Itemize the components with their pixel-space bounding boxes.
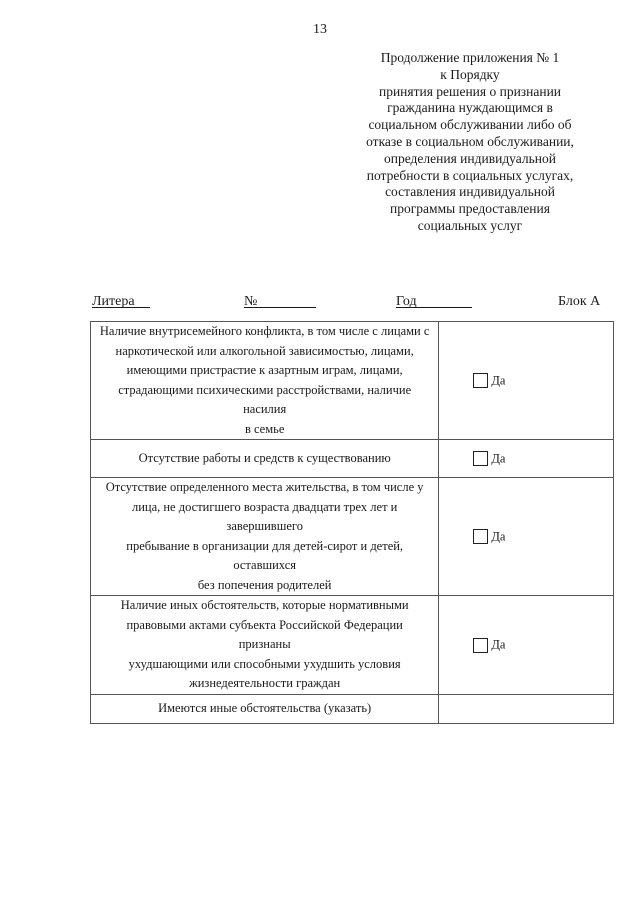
criterion-line: лица, не достигшего возраста двадцати трех лет и завершившего: [131, 499, 398, 533]
number-blank[interactable]: [244, 294, 316, 308]
table-row: [91, 440, 614, 478]
yes-checkbox[interactable]: [473, 638, 488, 653]
checkbox-cell: [439, 322, 614, 440]
appendix-line: принятия решения о признании: [378, 83, 562, 99]
appendix-line: к Порядку: [440, 66, 500, 82]
table-row: [91, 322, 614, 440]
yes-label: Да: [491, 373, 506, 388]
criterion-line: Наличие иных обстоятельств, которые нормативными: [120, 598, 409, 612]
appendix-line: определения индивидуальной: [384, 150, 556, 166]
page-number: 13: [313, 22, 327, 37]
appendix-line: социальном обслуживании либо об: [368, 117, 572, 133]
table-row: [91, 478, 614, 596]
criterion-line: без попечения родителей: [197, 577, 332, 592]
criterion-line: имеющими пристрастие к азартным играм, лицами,: [126, 363, 403, 377]
criterion-text: [91, 440, 439, 478]
number-label: №: [244, 294, 258, 309]
criterion-text: [91, 322, 439, 440]
appendix-line: программы предоставления: [390, 201, 550, 217]
checkbox-cell: [439, 478, 614, 596]
criterion-line: правовыми актами субъекта Российской Федерации признаны: [126, 617, 403, 651]
criterion-line: Наличие внутрисемейного конфликта, в том числе с лицами с: [99, 324, 430, 338]
yes-label: Да: [491, 637, 506, 652]
litera-label: Литера: [92, 294, 135, 309]
yes-checkbox[interactable]: [473, 451, 488, 466]
criterion-line: Отсутствие работы и средств к существованию: [138, 450, 391, 465]
form-fields-row: [92, 294, 612, 314]
table-row: [91, 596, 614, 695]
criterion-line: Имеются иные обстоятельства (указать): [158, 700, 372, 715]
checkbox-cell: [439, 440, 614, 478]
checkbox-cell: [439, 596, 614, 695]
criterion-text: [91, 694, 439, 723]
criterion-line: страдающими психическими расстройствами, наличие насилия: [118, 382, 412, 416]
criterion-line: ухудшающими или способными ухудшить условия: [128, 656, 401, 671]
litera-blank[interactable]: [92, 294, 150, 308]
criteria-table: [90, 321, 614, 724]
criterion-line: в семье: [244, 421, 285, 436]
criterion-line: жизнедеятельности граждан: [189, 676, 341, 690]
block-label: Блок А: [558, 294, 601, 309]
appendix-line: отказе в социальном обслуживании,: [366, 133, 574, 149]
criterion-line: пребывание в организации для детей-сирот и детей, оставшихся: [126, 538, 404, 572]
criterion-line: наркотической или алкогольной зависимостью, лицами,: [115, 343, 414, 358]
year-label: Год: [396, 294, 417, 309]
yes-label: Да: [491, 529, 506, 544]
appendix-line: Продолжение приложения № 1: [380, 50, 560, 65]
yes-label: Да: [491, 451, 506, 466]
yes-checkbox[interactable]: [473, 373, 488, 388]
appendix-line: социальных услуг: [417, 217, 523, 233]
table-row: [91, 694, 614, 723]
appendix-header: [340, 50, 600, 235]
appendix-line: составления индивидуальной: [385, 184, 555, 200]
criterion-text: [91, 596, 439, 695]
criterion-text: [91, 478, 439, 596]
appendix-line: гражданина нуждающимся в: [387, 100, 553, 116]
other-circumstances-input[interactable]: [439, 694, 614, 723]
appendix-line: потребности в социальных услугах,: [366, 167, 574, 183]
yes-checkbox[interactable]: [473, 529, 488, 544]
criterion-line: Отсутствие определенного места жительства, в том числе у: [105, 480, 424, 494]
year-blank[interactable]: [396, 294, 472, 308]
